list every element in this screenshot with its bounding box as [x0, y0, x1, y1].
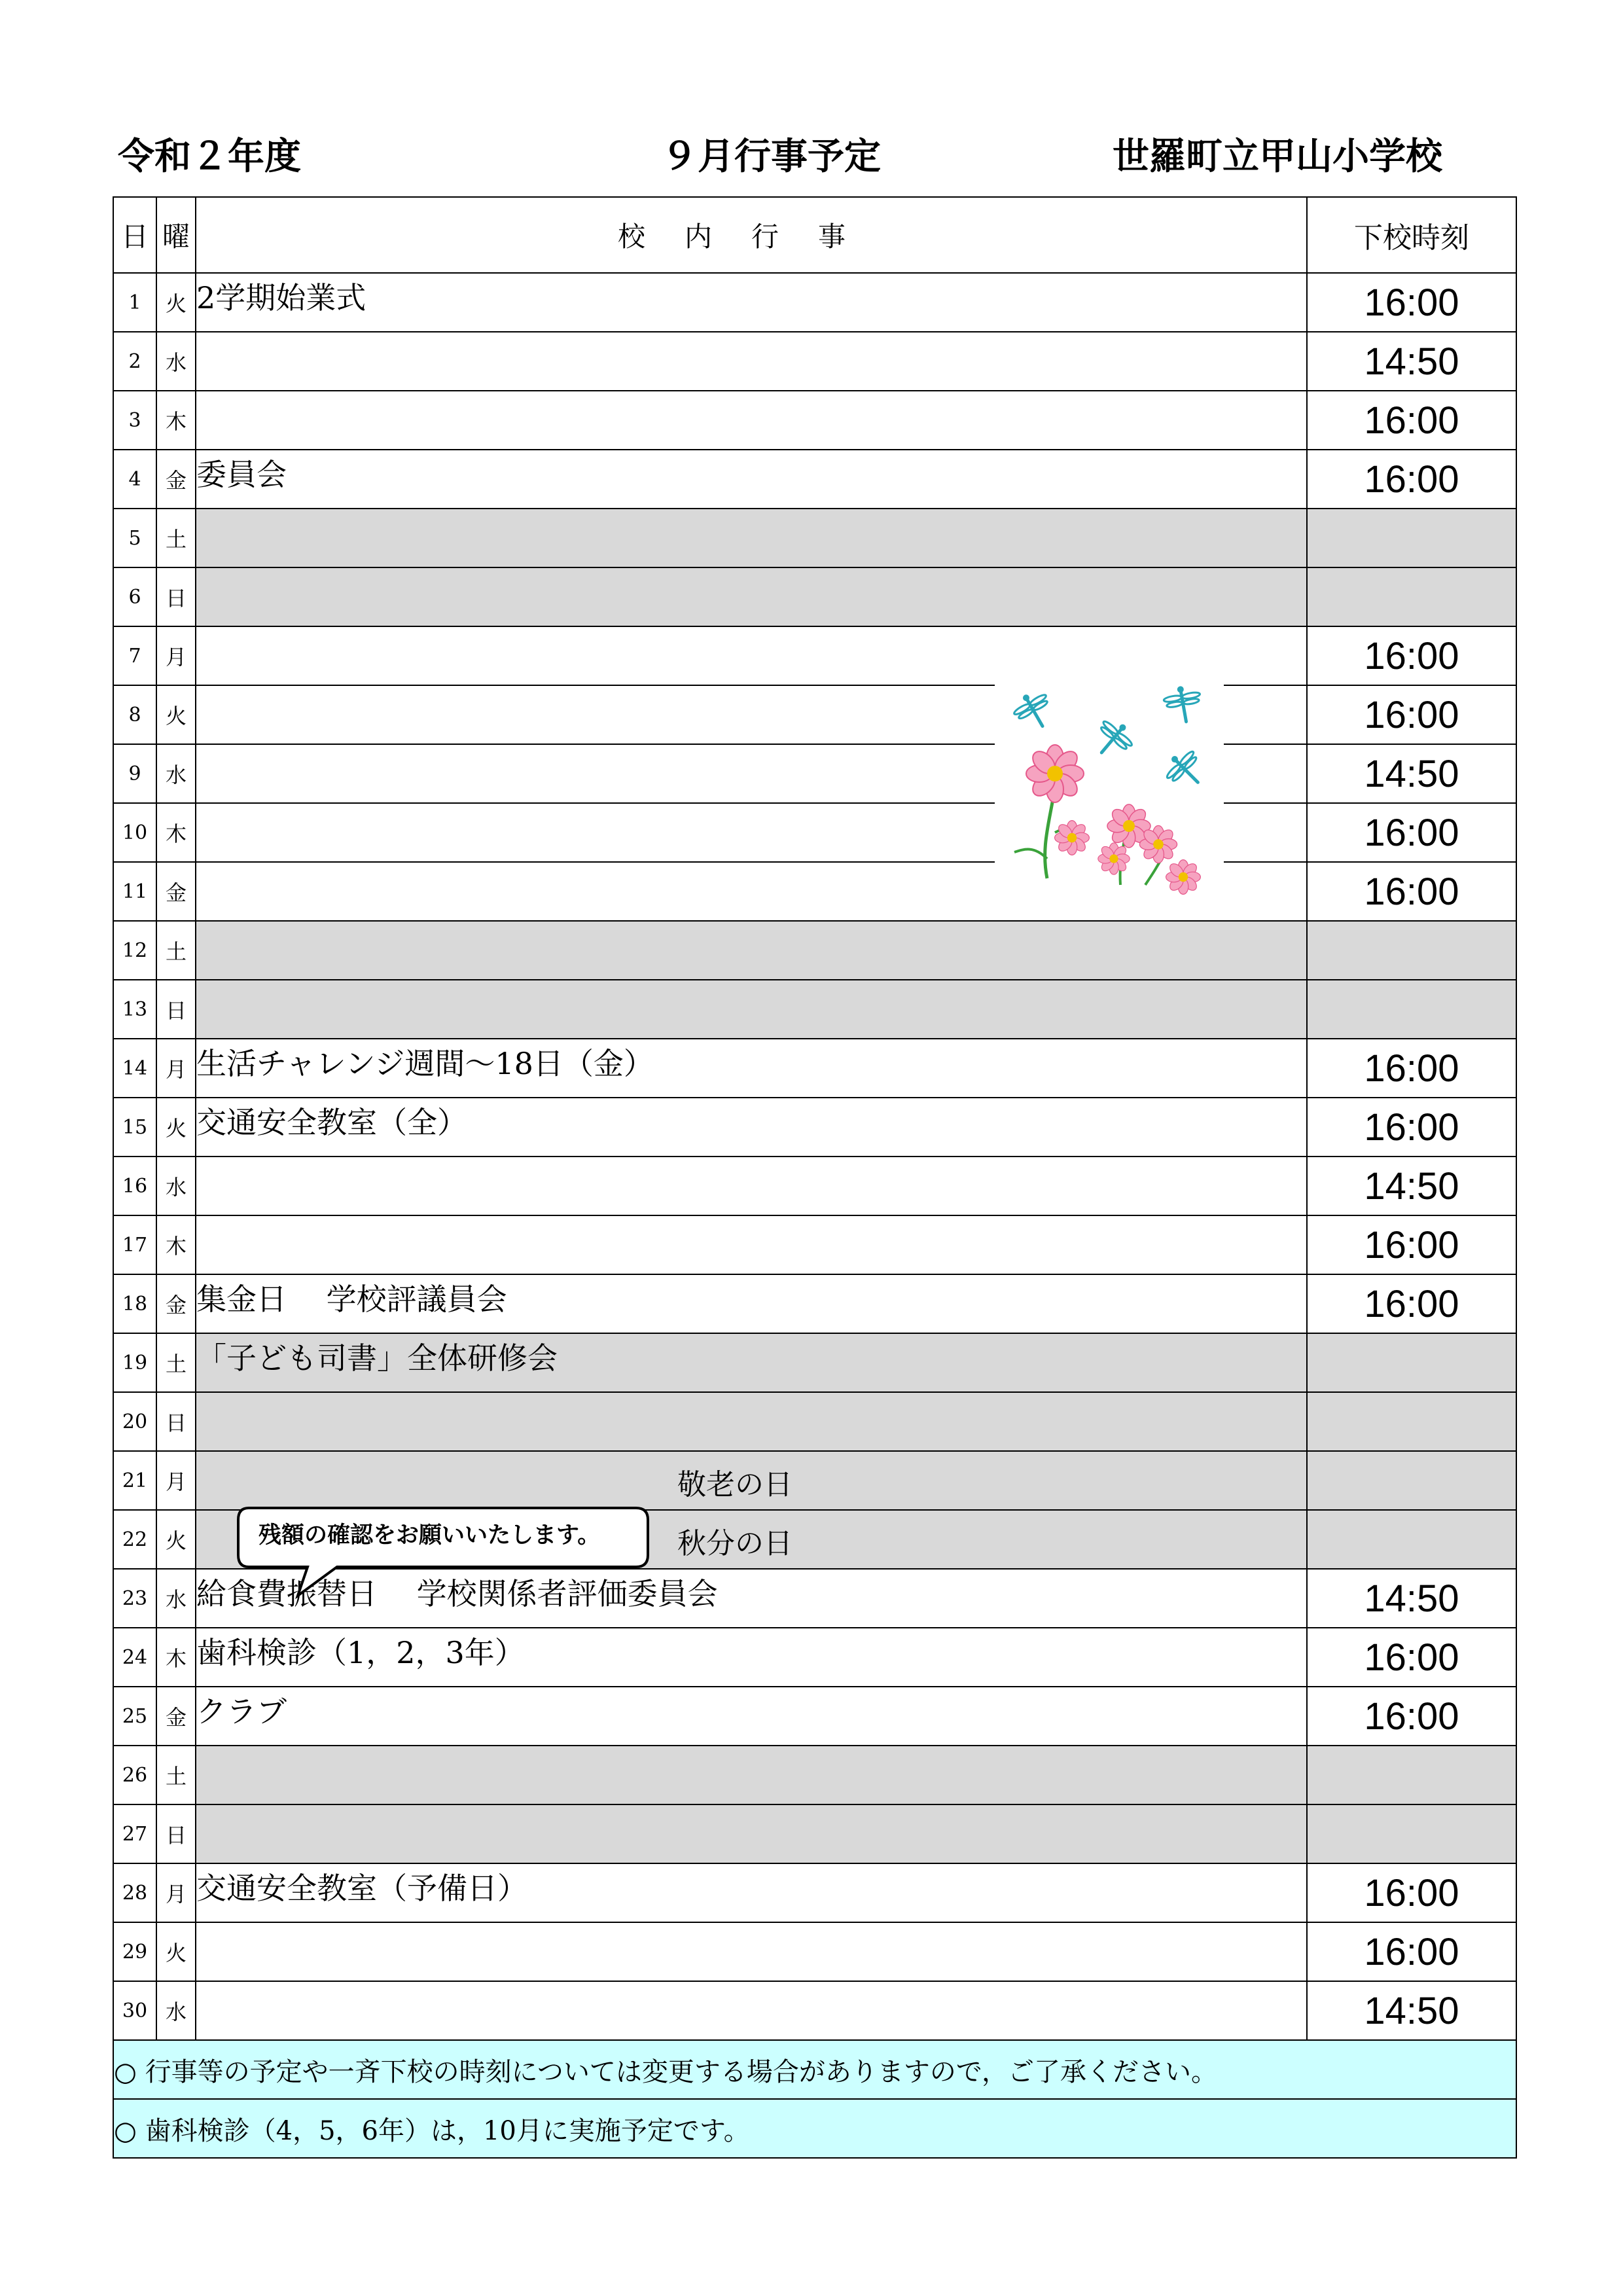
day-cell: 16	[113, 1157, 156, 1215]
dismissal-time-cell: 16:00	[1307, 1215, 1516, 1274]
weekday-cell: 木	[156, 1628, 196, 1687]
weekday-cell: 土	[156, 1333, 196, 1392]
event-cell	[196, 450, 1307, 509]
table-row	[113, 1157, 1516, 1215]
table-row	[113, 1274, 1516, 1333]
day-cell: 9	[113, 744, 156, 803]
weekday-cell: 水	[156, 332, 196, 391]
column-header-weekday: 曜	[156, 197, 196, 273]
table-row	[113, 332, 1516, 391]
day-cell: 28	[113, 1863, 156, 1922]
event-cell	[196, 567, 1307, 626]
weekday-cell: 月	[156, 1451, 196, 1510]
event-cell	[196, 1628, 1307, 1687]
event-text: 給食費振替日 学校関係者評価委員会	[196, 1576, 718, 1611]
weekday-cell: 火	[156, 1922, 196, 1981]
dismissal-time-cell	[1307, 1333, 1516, 1392]
table-row	[113, 1981, 1516, 2040]
day-cell: 20	[113, 1392, 156, 1451]
event-cell	[196, 1157, 1307, 1215]
weekday-cell: 土	[156, 921, 196, 980]
day-cell: 3	[113, 391, 156, 450]
day-cell: 29	[113, 1922, 156, 1981]
weekday-cell: 木	[156, 391, 196, 450]
event-cell	[196, 1922, 1307, 1981]
dismissal-time-cell: 16:00	[1307, 862, 1516, 921]
event-cell	[196, 1746, 1307, 1804]
day-cell: 5	[113, 509, 156, 567]
event-cell	[196, 1804, 1307, 1863]
event-cell	[196, 1333, 1307, 1392]
day-cell: 26	[113, 1746, 156, 1804]
column-header-day: 日	[113, 197, 156, 273]
table-row	[113, 567, 1516, 626]
weekday-cell: 木	[156, 803, 196, 862]
table-row	[113, 1922, 1516, 1981]
column-header-event: 校内行事	[196, 197, 1307, 273]
dismissal-time-cell	[1307, 921, 1516, 980]
weekday-cell: 月	[156, 626, 196, 685]
dismissal-time-cell	[1307, 509, 1516, 567]
table-row	[113, 1392, 1516, 1451]
table-row	[113, 1098, 1516, 1157]
dismissal-time-cell	[1307, 1451, 1516, 1510]
table-row	[113, 1039, 1516, 1098]
event-cell	[196, 980, 1307, 1039]
day-cell: 1	[113, 273, 156, 332]
day-cell: 13	[113, 980, 156, 1039]
dismissal-time-cell: 16:00	[1307, 626, 1516, 685]
weekday-cell: 水	[156, 1569, 196, 1628]
dismissal-time-cell: 16:00	[1307, 685, 1516, 744]
table-row	[113, 1451, 1516, 1510]
day-cell: 12	[113, 921, 156, 980]
page-title: ９月行事予定	[661, 135, 881, 178]
schedule-table	[113, 196, 1517, 2159]
day-cell: 22	[113, 1510, 156, 1569]
dismissal-time-cell: 16:00	[1307, 1687, 1516, 1746]
dismissal-time-cell: 14:50	[1307, 1157, 1516, 1215]
event-cell	[196, 1274, 1307, 1333]
callout-text: 残額の確認をお願いいたします。	[259, 1522, 601, 1549]
note-schedule-change: ○ 行事等の予定や一斉下校の時刻については変更する場合がありますので，ご了承ください。	[113, 2040, 1516, 2099]
table-row	[113, 509, 1516, 567]
dismissal-time-cell: 16:00	[1307, 1628, 1516, 1687]
dismissal-time-cell: 16:00	[1307, 1922, 1516, 1981]
day-cell: 8	[113, 685, 156, 744]
dismissal-time-cell: 16:00	[1307, 1098, 1516, 1157]
weekday-cell: 火	[156, 273, 196, 332]
day-cell: 30	[113, 1981, 156, 2040]
dismissal-time-cell: 16:00	[1307, 273, 1516, 332]
table-row	[113, 1804, 1516, 1863]
event-cell	[196, 1687, 1307, 1746]
day-cell: 6	[113, 567, 156, 626]
weekday-cell: 火	[156, 685, 196, 744]
day-cell: 21	[113, 1451, 156, 1510]
day-cell: 2	[113, 332, 156, 391]
dismissal-time-cell	[1307, 1804, 1516, 1863]
dismissal-time-cell	[1307, 1510, 1516, 1569]
day-cell: 17	[113, 1215, 156, 1274]
dismissal-time-cell: 16:00	[1307, 803, 1516, 862]
day-cell: 10	[113, 803, 156, 862]
dismissal-time-cell	[1307, 1746, 1516, 1804]
table-row	[113, 1863, 1516, 1922]
weekday-cell: 日	[156, 980, 196, 1039]
holiday-label: 敬老の日	[677, 1468, 793, 1501]
weekday-cell: 金	[156, 450, 196, 509]
weekday-cell: 日	[156, 567, 196, 626]
weekday-cell: 金	[156, 1274, 196, 1333]
weekday-cell: 月	[156, 1863, 196, 1922]
weekday-cell: 木	[156, 1215, 196, 1274]
event-text: 集金日 学校評議員会	[196, 1282, 507, 1317]
event-cell	[196, 1451, 1307, 1510]
table-row	[113, 862, 1516, 921]
table-row	[113, 1215, 1516, 1274]
dismissal-time-cell: 16:00	[1307, 1039, 1516, 1098]
table-row	[113, 744, 1516, 803]
table-row	[113, 980, 1516, 1039]
event-cell	[196, 509, 1307, 567]
dismissal-time-cell: 16:00	[1307, 391, 1516, 450]
table-row	[113, 450, 1516, 509]
event-text: 歯科検診（1，2，3年）	[196, 1635, 525, 1670]
weekday-cell: 水	[156, 1981, 196, 2040]
event-text: 委員会	[196, 457, 287, 492]
dismissal-time-cell: 14:50	[1307, 1569, 1516, 1628]
table-row	[113, 273, 1516, 332]
note-dental-checkup: ○ 歯科検診（4，5，6年）は，10月に実施予定です。	[113, 2099, 1516, 2158]
dismissal-time-cell: 14:50	[1307, 744, 1516, 803]
school-name: 世羅町立甲山小学校	[1113, 135, 1442, 178]
event-cell	[196, 1981, 1307, 2040]
dismissal-time-cell: 14:50	[1307, 332, 1516, 391]
fiscal-year-label: 令和２年度	[118, 135, 301, 178]
table-row	[113, 1628, 1516, 1687]
dismissal-time-cell: 16:00	[1307, 1863, 1516, 1922]
table-row	[113, 1687, 1516, 1746]
header-row	[113, 197, 1516, 273]
day-cell: 15	[113, 1098, 156, 1157]
day-cell: 19	[113, 1333, 156, 1392]
event-cell	[196, 273, 1307, 332]
weekday-cell: 水	[156, 744, 196, 803]
event-cell	[196, 1039, 1307, 1098]
event-cell	[196, 1863, 1307, 1922]
cosmos-flowers-and-dragonflies-icon	[995, 669, 1224, 897]
weekday-cell: 火	[156, 1510, 196, 1569]
column-header-dismissal-time: 下校時刻	[1307, 197, 1516, 273]
event-text: 2学期始業式	[196, 280, 366, 315]
day-cell: 7	[113, 626, 156, 685]
weekday-cell: 金	[156, 1687, 196, 1746]
weekday-cell: 火	[156, 1098, 196, 1157]
dismissal-time-cell: 16:00	[1307, 450, 1516, 509]
speech-bubble	[236, 1503, 654, 1601]
weekday-cell: 日	[156, 1392, 196, 1451]
dismissal-time-cell: 14:50	[1307, 1981, 1516, 2040]
table-row	[113, 1333, 1516, 1392]
event-text: クラブ	[196, 1694, 287, 1729]
event-cell	[196, 1215, 1307, 1274]
table-row	[113, 1746, 1516, 1804]
holiday-label: 秋分の日	[677, 1527, 793, 1560]
dismissal-time-cell: 16:00	[1307, 1274, 1516, 1333]
day-cell: 24	[113, 1628, 156, 1687]
day-cell: 11	[113, 862, 156, 921]
event-cell	[196, 1098, 1307, 1157]
event-cell	[196, 921, 1307, 980]
dismissal-time-cell	[1307, 567, 1516, 626]
event-cell	[196, 391, 1307, 450]
table-row	[113, 921, 1516, 980]
weekday-cell: 土	[156, 1746, 196, 1804]
table-row	[113, 391, 1516, 450]
day-cell: 25	[113, 1687, 156, 1746]
day-cell: 27	[113, 1804, 156, 1863]
event-text: 「子ども司書」全体研修会	[196, 1340, 558, 1376]
event-cell	[196, 332, 1307, 391]
event-text: 交通安全教室（全）	[196, 1105, 467, 1140]
event-cell	[196, 1392, 1307, 1451]
day-cell: 14	[113, 1039, 156, 1098]
day-cell: 4	[113, 450, 156, 509]
table-row	[113, 685, 1516, 744]
weekday-cell: 土	[156, 509, 196, 567]
event-text: 生活チャレンジ週間～18日（金）	[196, 1046, 654, 1081]
weekday-cell: 日	[156, 1804, 196, 1863]
dismissal-time-cell	[1307, 980, 1516, 1039]
table-row	[113, 803, 1516, 862]
day-cell: 18	[113, 1274, 156, 1333]
weekday-cell: 金	[156, 862, 196, 921]
event-text: 交通安全教室（予備日）	[196, 1871, 527, 1906]
table-row	[113, 626, 1516, 685]
dismissal-time-cell	[1307, 1392, 1516, 1451]
day-cell: 23	[113, 1569, 156, 1628]
weekday-cell: 水	[156, 1157, 196, 1215]
weekday-cell: 月	[156, 1039, 196, 1098]
